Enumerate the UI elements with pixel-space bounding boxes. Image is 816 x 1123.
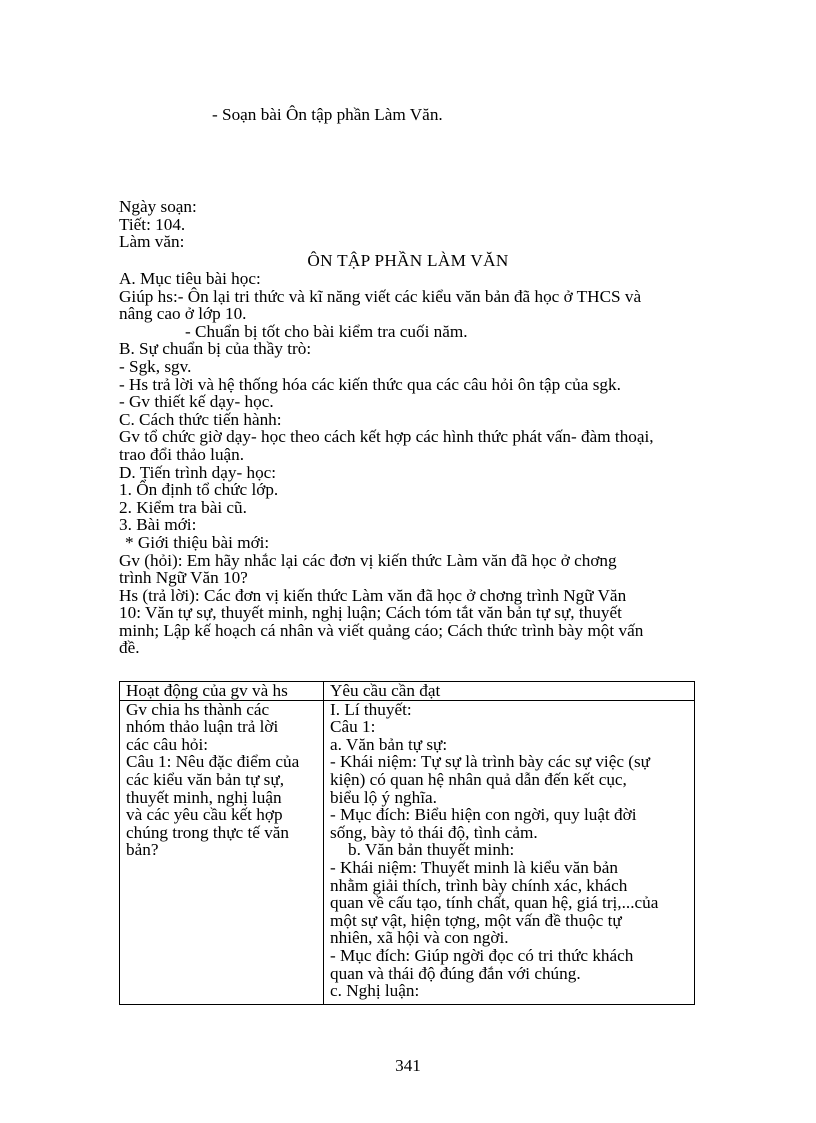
cell-line: b. Văn bản thuyết minh: [348,840,515,860]
body-line: - Chuẩn bị tốt cho bài kiểm tra cuối năm. [185,321,468,341]
cell-line: a. Văn bản tự sự: [330,734,448,754]
cell-line: thuyết minh, nghị luận [126,787,282,807]
cell-line: nhóm thảo luận trả lời [126,717,279,737]
page-title: ÔN TẬP PHẦN LÀM VĂN [307,251,509,270]
cell-line: quan về cấu tạo, tính chất, quan hệ, giá trị,...của [330,893,659,913]
cell-line: Câu 1: [330,717,376,737]
subject-label: Làm văn: [119,232,185,252]
lesson-body [119,270,709,657]
cell-line: I. Lí thuyết: [330,699,412,719]
body-line: 3. Bài mới: [119,515,197,535]
prep-note: - Soạn bài Ôn tập phần Làm Văn. [212,105,443,124]
body-line: nâng cao ở lớp 10. [119,304,247,324]
cell-line: - Khái niệm: Thuyết minh là kiểu văn bản [330,857,618,877]
table-header-row [120,682,695,701]
body-line: Giúp hs:- Ôn lại tri thức và kĩ năng viết các kiểu văn bản đã học ở THCS và [119,286,642,306]
body-line: Gv (hỏi): Em hãy nhắc lại các đơn vị kiến thức Làm văn đã học ở chơng [119,550,617,570]
body-line: - Hs trả lời và hệ thống hóa các kiến thức qua các câu hỏi ôn tập của sgk. [119,374,621,394]
body-line: trình Ngữ Văn 10? [119,568,248,588]
cell-line: - Mục đích: Biểu hiện con ngời, quy luật đời [330,805,637,825]
cell-line: và các yêu cầu kết hợp [126,805,283,825]
period-label: Tiết: 104. [119,214,186,234]
cell-line: một sự vật, hiện tợng, một vấn đề thuộc tự [330,910,622,930]
cell-line: các câu hỏi: [126,734,209,754]
cell-line: nhằm giải thích, trình bày chính xác, khách [330,875,628,895]
lesson-meta [119,198,197,251]
body-line: * Giới thiệu bài mới: [125,532,270,552]
activity-cell [120,700,324,1004]
cell-line: - Khái niệm: Tự sự là trình bày các sự việc (sự [330,752,650,772]
table-header-requirements: Yêu cầu cần đạt [324,682,695,701]
cell-line: - Mục đích: Giúp ngời đọc có tri thức khách [330,945,634,965]
cell-line: kiện) có quan hệ nhân quả dẫn đến kết cục, [330,769,627,789]
cell-line: quan và thái độ đúng đắn với chúng. [330,963,581,983]
cell-line: nhiên, xã hội và con ngời. [330,928,509,948]
section-heading: A. Mục tiêu bài học: [119,269,261,288]
body-line: minh; Lập kế hoạch cá nhân và viết quảng cáo; Cách thức trình bày một vấn [119,620,644,640]
body-line: 2. Kiểm tra bài cũ. [119,497,247,517]
body-line: đề. [119,638,140,658]
section-heading: B. Sự chuẩn bị của thầy trò: [119,339,312,359]
cell-line: biểu lộ ý nghĩa. [330,787,437,807]
table-row [120,700,695,1004]
body-line: Gv tổ chức giờ dạy- học theo cách kết hợp các hình thức phát vấn- đàm thoại, [119,427,654,447]
body-line: 1. Ổn định tổ chức lớp. [119,480,279,500]
cell-line: bản? [126,840,159,860]
requirements-cell [324,700,695,1004]
date-label: Ngày soạn: [119,197,197,216]
cell-line: Câu 1: Nêu đặc điểm của [126,752,300,772]
cell-line: các kiểu văn bản tự sự, [126,769,284,789]
body-line: - Sgk, sgv. [119,356,192,376]
body-line: Hs (trả lời): Các đơn vị kiến thức Làm văn đã học ở chơng trình Ngữ Văn [119,585,627,605]
lesson-table [119,681,695,1005]
cell-line: c. Nghị luận: [330,981,420,1001]
page-number: 341 [395,1056,421,1075]
cell-line: Gv chia hs thành các [126,699,270,719]
cell-line: sống, bày tỏ thái độ, tình cảm. [330,822,538,842]
body-line: 10: Văn tự sự, thuyết minh, nghị luận; Cách tóm tắt văn bản tự sự, thuyết [119,603,622,623]
body-line: trao đổi thảo luận. [119,444,245,464]
body-line: - Gv thiết kế dạy- học. [119,392,274,412]
cell-line: chúng trong thực tế văn [126,822,290,842]
section-heading: C. Cách thức tiến hành: [119,409,282,429]
table-header-activity: Hoạt động của gv và hs [120,682,324,701]
section-heading: D. Tiến trình dạy- học: [119,462,277,482]
